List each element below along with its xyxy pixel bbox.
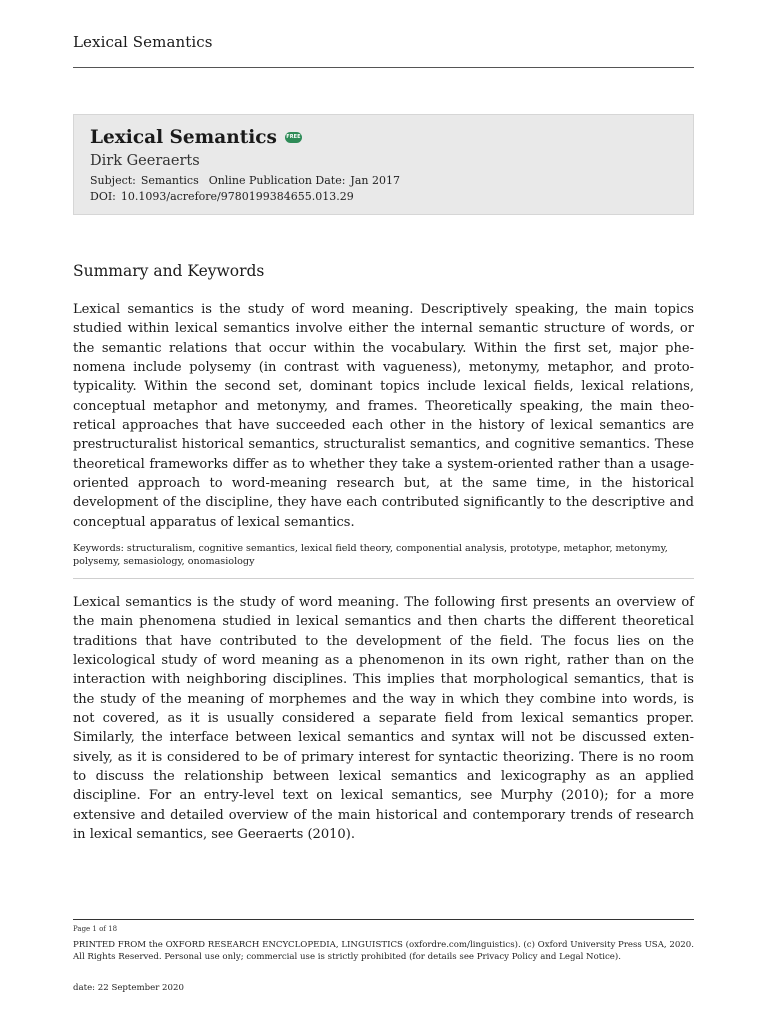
pub-date-label: Online Publication Date: [208,174,346,187]
summary-heading: Summary and Keywords [73,262,265,280]
body-paragraph: Lexical semantics is the study of word meaning. The following first presents an overview of the main phenomena studied in lexical semantics and then charts the different theoretical traditions that have contributed to the development of the field. The focus lies on the lexicological study of word meaning as a phenomenon in its own right, rather than on the interaction with neighboring disciplines. This implies that morphological semantics, that is the study of the meaning of morphemes and the way in which they combine into words, is not covered, as it is usually considered a separate field from lexical semantics proper. Similarly, the interface between lexical semantics and syntax will not be discussed extensively, as it is considered to be of primary interest for syntactic theorizing. There is no room to discuss the relationship between lexical semantics and lexicography as an applied discipline. For an entry-level text on lexical semantics, see Murphy (2010); for a more extensive and detailed overview of the main historical and contemporary trends of research in lexical semantics, see Geeraerts (2010). [73,595,694,843]
footer-date: date: 22 September 2020 [73,983,184,993]
article-title-row [90,127,302,148]
subject-line [90,174,400,187]
keywords-line: Keywords: structuralism, cognitive semantics, lexical field theory, componential analysis, prototype, metaphor, metonymy, polysemy, semasiology, onomasiology [73,543,668,567]
page-number: Page 1 of 18 [73,925,118,933]
summary-paragraph: Lexical semantics is the study of word meaning. Descriptively speaking, the main topics studied within lexical semantics involve either the internal semantic structure of words, or the semantic relations that occur within the vocabulary. Within the first set, major phenomena include polysemy (in contrast with vagueness), metonymy, metaphor, and prototypicality. Within the second set, dominant topics include lexical fields, lexical relations, conceptual metaphor and metonymy, and frames. Theoretically speaking, the main theoretical approaches that have succeeded each other in the history of lexical semantics are prestructuralist historical semantics, structuralist semantics, and cognitive semantics. These theoretical frameworks differ as to whether they take a system-oriented rather than a usage-oriented approach to word-meaning research but, at the same time, in the historical development of the discipline, they have each contributed significantly to the descriptive and conceptual apparatus of lexical semantics. [73,302,694,530]
doi-value[interactable]: 10.1093/acrefore/9780199384655.013.29 [120,190,354,203]
article-title: Lexical Semantics [90,127,277,148]
doi-line [90,190,354,203]
pub-date-value: Jan 2017 [350,174,400,187]
header-divider [73,67,694,68]
article-author: Dirk Geeraerts [90,153,200,169]
running-header: Lexical Semantics [73,33,213,51]
subject-value[interactable]: Semantics [140,174,199,187]
section-divider [73,578,694,579]
doi-label: DOI: [90,190,116,203]
subject-label: Subject: [90,174,136,187]
footer-notice: PRINTED FROM the OXFORD RESEARCH ENCYCLOPEDIA, LINGUISTICS (oxfordre.com/linguistics). (c) Oxford University Press USA, 2020. All Rights Reserved. Personal use only; commercial use is strictly prohibited (for details see Privacy Policy and Legal Notice). [73,940,694,962]
footer-divider [73,919,694,920]
article-metadata-box [73,114,694,215]
free-badge-icon: FREE [285,132,302,143]
